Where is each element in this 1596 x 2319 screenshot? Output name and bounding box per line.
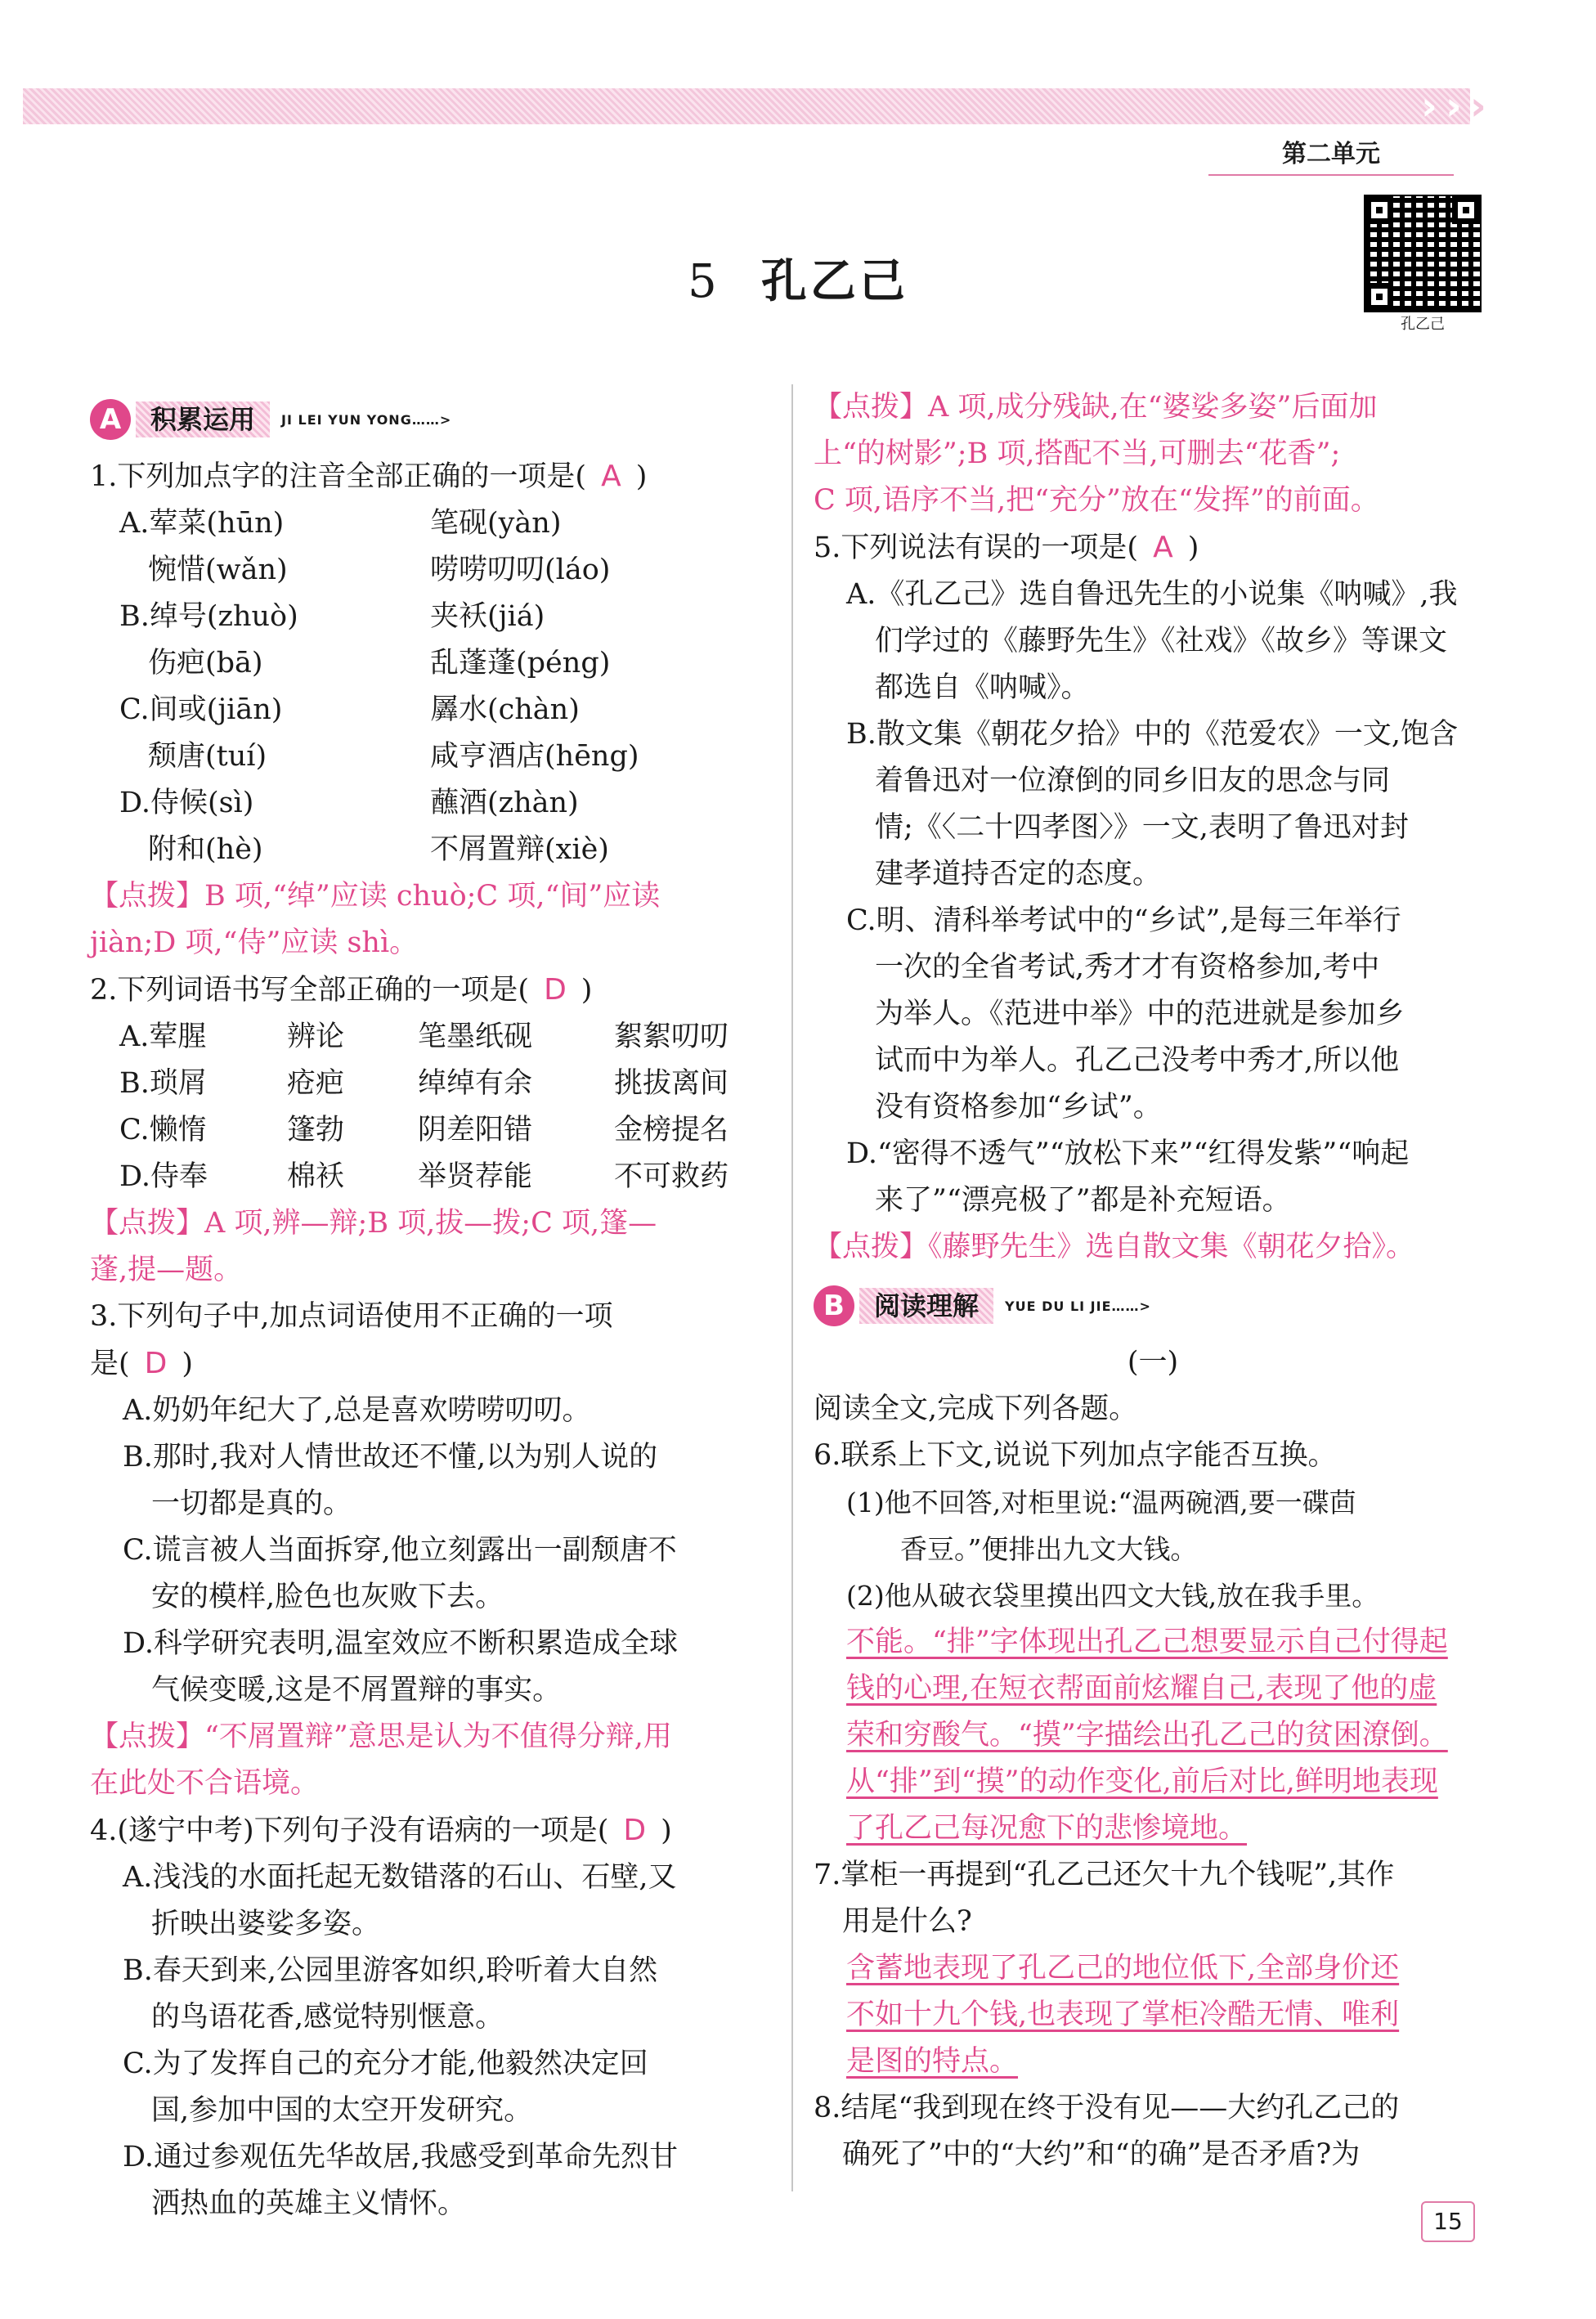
- question-2: [90, 967, 769, 1014]
- option-text: 疮疤: [287, 1067, 345, 1100]
- option-text: 情;《〈二十四孝图〉》一文,表明了鲁迅对封: [846, 811, 1409, 844]
- reading-part-title: (一): [1127, 1346, 1179, 1379]
- tip-line: 在此处不合语境。: [90, 1767, 320, 1800]
- option-text: C.谎言被人当面拆穿,他立刻露出一副颓唐不: [123, 1534, 677, 1567]
- option-text: D.侍候(sì): [119, 787, 254, 819]
- question-3: 3.下列句子中,加点词语使用不正确的一项: [90, 1300, 613, 1333]
- option-text: 棉袄: [287, 1160, 345, 1193]
- option-text: A.《孔乙己》选自鲁迅先生的小说集《呐喊》,我: [846, 578, 1458, 611]
- section-badge: A: [90, 399, 131, 440]
- answer-line: 不如十九个钱,也表现了掌柜冷酷无情、唯利: [846, 1998, 1400, 2031]
- option-text: 洒热血的英雄主义情怀。: [123, 2187, 467, 2220]
- q6-item: (1)他不回答,对柜里说:“温两碗酒,要一碟茴: [846, 1487, 1356, 1518]
- tip-line: 蓬,提—题。: [90, 1254, 243, 1286]
- option-text: 笔墨纸砚: [418, 1020, 533, 1053]
- option-text: C.懒惰: [119, 1114, 207, 1146]
- option-text: 气候变暖,这是不屑置辩的事实。: [123, 1674, 562, 1707]
- option-text: 不可救药: [614, 1160, 729, 1193]
- option-text: A.浅浅的水面托起无数错落的石山、石壁,又: [123, 1861, 677, 1894]
- option-text: D.“密得不透气”“放松下来”“红得发紫”“响起: [846, 1137, 1410, 1170]
- option-text: C.明、清科举考试中的“乡试”,是每三年举行: [846, 904, 1401, 937]
- answer-mark: A: [601, 460, 621, 493]
- option-text: 篷勃: [287, 1114, 345, 1146]
- option-text: 咸亨酒店(hēng): [430, 740, 639, 773]
- option-text: 没有资格参加“乡试”。: [846, 1091, 1162, 1124]
- option-text: B.春天到来,公园里游客如织,聆听着大自然: [123, 1954, 658, 1987]
- option-text: 折映出婆娑多姿。: [123, 1908, 381, 1940]
- question-3-cont: [90, 1340, 769, 1388]
- option-text: 都选自《呐喊》。: [846, 671, 1090, 704]
- lesson-title: 孔乙己: [760, 254, 908, 308]
- option-text: 挑拔离间: [614, 1067, 729, 1100]
- tip-line: jiàn;D 项,“侍”应读 shì。: [90, 926, 419, 959]
- option-text: 颓唐(tuí): [119, 740, 267, 773]
- option-text: D.侍奉: [119, 1160, 208, 1193]
- option-text: A.荤腥: [119, 1020, 207, 1053]
- option-text: A.荤菜(hūn): [119, 507, 285, 540]
- tip-line: 【点拨】《藤野先生》选自散文集《朝花夕拾》。: [814, 1231, 1415, 1263]
- answer-line: 含蓄地表现了孔乙己的地位低下,全部身价还: [846, 1952, 1400, 1985]
- question-7-cont: 用是什么?: [814, 1905, 972, 1938]
- option-text: 阴差阳错: [418, 1114, 533, 1146]
- chevron-right-icon: ›: [1421, 83, 1437, 129]
- tip-line: 上“的树影”;B 项,搭配不当,可删去“花香”;: [814, 437, 1341, 470]
- question-close: ): [635, 460, 648, 493]
- section-pinyin: YUE DU LI JIE……>: [1005, 1298, 1151, 1314]
- option-text: 惋惜(wǎn): [119, 554, 288, 586]
- question-stem: 1.下列加点字的注音全部正确的一项是(: [90, 460, 587, 493]
- option-text: C.为了发挥自己的充分才能,他毅然决定回: [123, 2048, 648, 2080]
- tip-line: 【点拨】B 项,“绰”应读 chuò;C 项,“间”应读: [90, 880, 661, 913]
- option-text: 夹袄(jiá): [430, 600, 545, 633]
- header-band: [23, 83, 1470, 129]
- option-text: 绰绰有余: [418, 1067, 533, 1100]
- option-text: 举贤荐能: [418, 1160, 533, 1193]
- q6-item: (2)他从破衣袋里摸出四文大钱,放在我手里。: [846, 1580, 1379, 1612]
- option-text: 羼水(chàn): [430, 693, 580, 726]
- page-number: 15: [1421, 2201, 1475, 2242]
- answer-line: 不能。“排”字体现出孔乙己想要显示自己付得起: [846, 1626, 1448, 1658]
- question-5: [814, 524, 1492, 572]
- tip-line: 【点拨】A 项,成分残缺,在“婆娑多姿”后面加: [814, 391, 1378, 424]
- option-text: B.绰号(zhuò): [119, 600, 298, 633]
- page-title: [0, 245, 1596, 311]
- tip-line: C 项,语序不当,把“充分”放在“发挥”的前面。: [814, 484, 1379, 517]
- option-text: 国,参加中国的太空开发研究。: [123, 2094, 533, 2127]
- question-close: ): [182, 1348, 194, 1380]
- option-text: 们学过的《藤野先生》《社戏》《故乡》等课文: [846, 625, 1448, 657]
- option-text: 安的模样,脸色也灰败下去。: [123, 1581, 504, 1613]
- option-text: B.散文集《朝花夕拾》中的《范爱农》一文,饱含: [846, 718, 1458, 751]
- option-text: A.奶奶年纪大了,总是喜欢唠唠叨叨。: [123, 1394, 591, 1427]
- answer-mark: A: [1153, 531, 1173, 564]
- q1-options: [90, 500, 769, 873]
- question-stem: 5.下列说法有误的一项是(: [814, 532, 1139, 564]
- option-text: 金榜提名: [614, 1114, 729, 1146]
- option-text: 来了”“漂亮极了”都是补充短语。: [846, 1184, 1291, 1217]
- option-text: 伤疤(bā): [119, 647, 263, 680]
- chevron-right-icon: ›: [1446, 83, 1462, 129]
- answer-line: 荣和穷酸气。“摸”字描绘出孔乙己的贫困潦倒。: [846, 1719, 1448, 1752]
- q6-item: 香豆。”便排出九文大钱。: [846, 1533, 1198, 1565]
- answer-line: 了孔乙己每况愈下的悲惨境地。: [846, 1812, 1248, 1845]
- section-label: 阅读理解: [859, 1288, 993, 1324]
- option-text: 一次的全省考试,秀才才有资格参加,考中: [846, 951, 1380, 984]
- left-column: [90, 384, 769, 2227]
- section-label: 积累运用: [136, 401, 270, 437]
- option-text: 絮絮叨叨: [614, 1020, 729, 1053]
- question-4: [90, 1807, 769, 1855]
- right-column: [814, 384, 1492, 2178]
- option-text: B.那时,我对人情世故还不懂,以为别人说的: [123, 1441, 658, 1473]
- option-text: 辨论: [287, 1020, 345, 1053]
- lesson-number: 5: [688, 255, 720, 308]
- answer-mark: D: [623, 1814, 647, 1847]
- option-text: D.通过参观伍先华故居,我感受到革命先烈甘: [123, 2141, 679, 2173]
- section-b-header: [814, 1277, 1492, 1334]
- option-text: C.间或(jiān): [119, 693, 283, 726]
- question-stem: 2.下列词语书写全部正确的一项是(: [90, 974, 530, 1007]
- answer-line: 是图的特点。: [846, 2045, 1019, 2078]
- section-pinyin: JI LEI YUN YONG……>: [281, 411, 452, 428]
- section-a-header: [90, 391, 769, 448]
- option-text: 一切都是真的。: [123, 1487, 352, 1520]
- section-badge: B: [814, 1285, 854, 1326]
- option-text: 着鲁迅对一位潦倒的同乡旧友的思念与同: [846, 765, 1391, 797]
- option-text: 不屑置辩(xiè): [430, 833, 609, 866]
- answer-line: 钱的心理,在短衣帮面前炫耀自己,表现了他的虚: [846, 1672, 1437, 1705]
- answer-line: 从“排”到“摸”的动作变化,前后对比,鲜明地表现: [846, 1765, 1438, 1798]
- question-stem: 是(: [90, 1348, 130, 1380]
- chevron-right-icon: ›: [1470, 83, 1486, 129]
- qr-caption: 孔乙己: [1401, 316, 1445, 333]
- reading-intro: 阅读全文,完成下列各题。: [814, 1393, 1138, 1425]
- question-close: ): [661, 1814, 672, 1847]
- q2-options: [90, 1014, 769, 1200]
- question-6: 6.联系上下文,说说下列加点字能否互换。: [814, 1439, 1337, 1472]
- question-8-cont: 确死了”中的“大约”和“的确”是否矛盾?为: [814, 2138, 1361, 2171]
- question-8: 8.结尾“我到现在终于没有见——大约孔乙己的: [814, 2092, 1400, 2124]
- question-stem: 4.(遂宁中考)下列句子没有语病的一项是(: [90, 1814, 609, 1847]
- column-divider: [791, 384, 793, 2191]
- option-text: 乱蓬蓬(péng): [430, 647, 611, 680]
- option-text: 附和(hè): [119, 833, 263, 866]
- tip-line: 【点拨】A 项,辨—辩;B 项,拔—拨;C 项,篷—: [90, 1207, 657, 1240]
- option-text: B.琐屑: [119, 1067, 207, 1100]
- question-close: ): [581, 974, 593, 1007]
- question-1: [90, 453, 769, 500]
- option-text: 建孝道持否定的态度。: [846, 858, 1162, 890]
- tip-line: 【点拨】“不屑置辩”意思是认为不值得分辩,用: [90, 1720, 672, 1753]
- option-text: 的鸟语花香,感觉特别惬意。: [123, 2001, 504, 2034]
- option-text: 为举人。《范进中举》中的范进就是参加乡: [846, 998, 1405, 1030]
- answer-mark: D: [144, 1347, 168, 1380]
- option-text: 试而中为举人。孔乙己没考中秀才,所以他: [846, 1044, 1400, 1077]
- question-7: 7.掌柜一再提到“孔乙己还欠十九个钱呢”,其作: [814, 1859, 1395, 1891]
- answer-mark: D: [544, 973, 567, 1007]
- option-text: D.科学研究表明,温室效应不断积累造成全球: [123, 1627, 679, 1660]
- option-text: 蘸酒(zhàn): [430, 787, 579, 819]
- option-text: 笔砚(yàn): [430, 507, 562, 540]
- option-text: 唠唠叨叨(láo): [430, 554, 611, 586]
- unit-label: 第二单元: [1208, 135, 1454, 176]
- question-close: ): [1187, 532, 1199, 564]
